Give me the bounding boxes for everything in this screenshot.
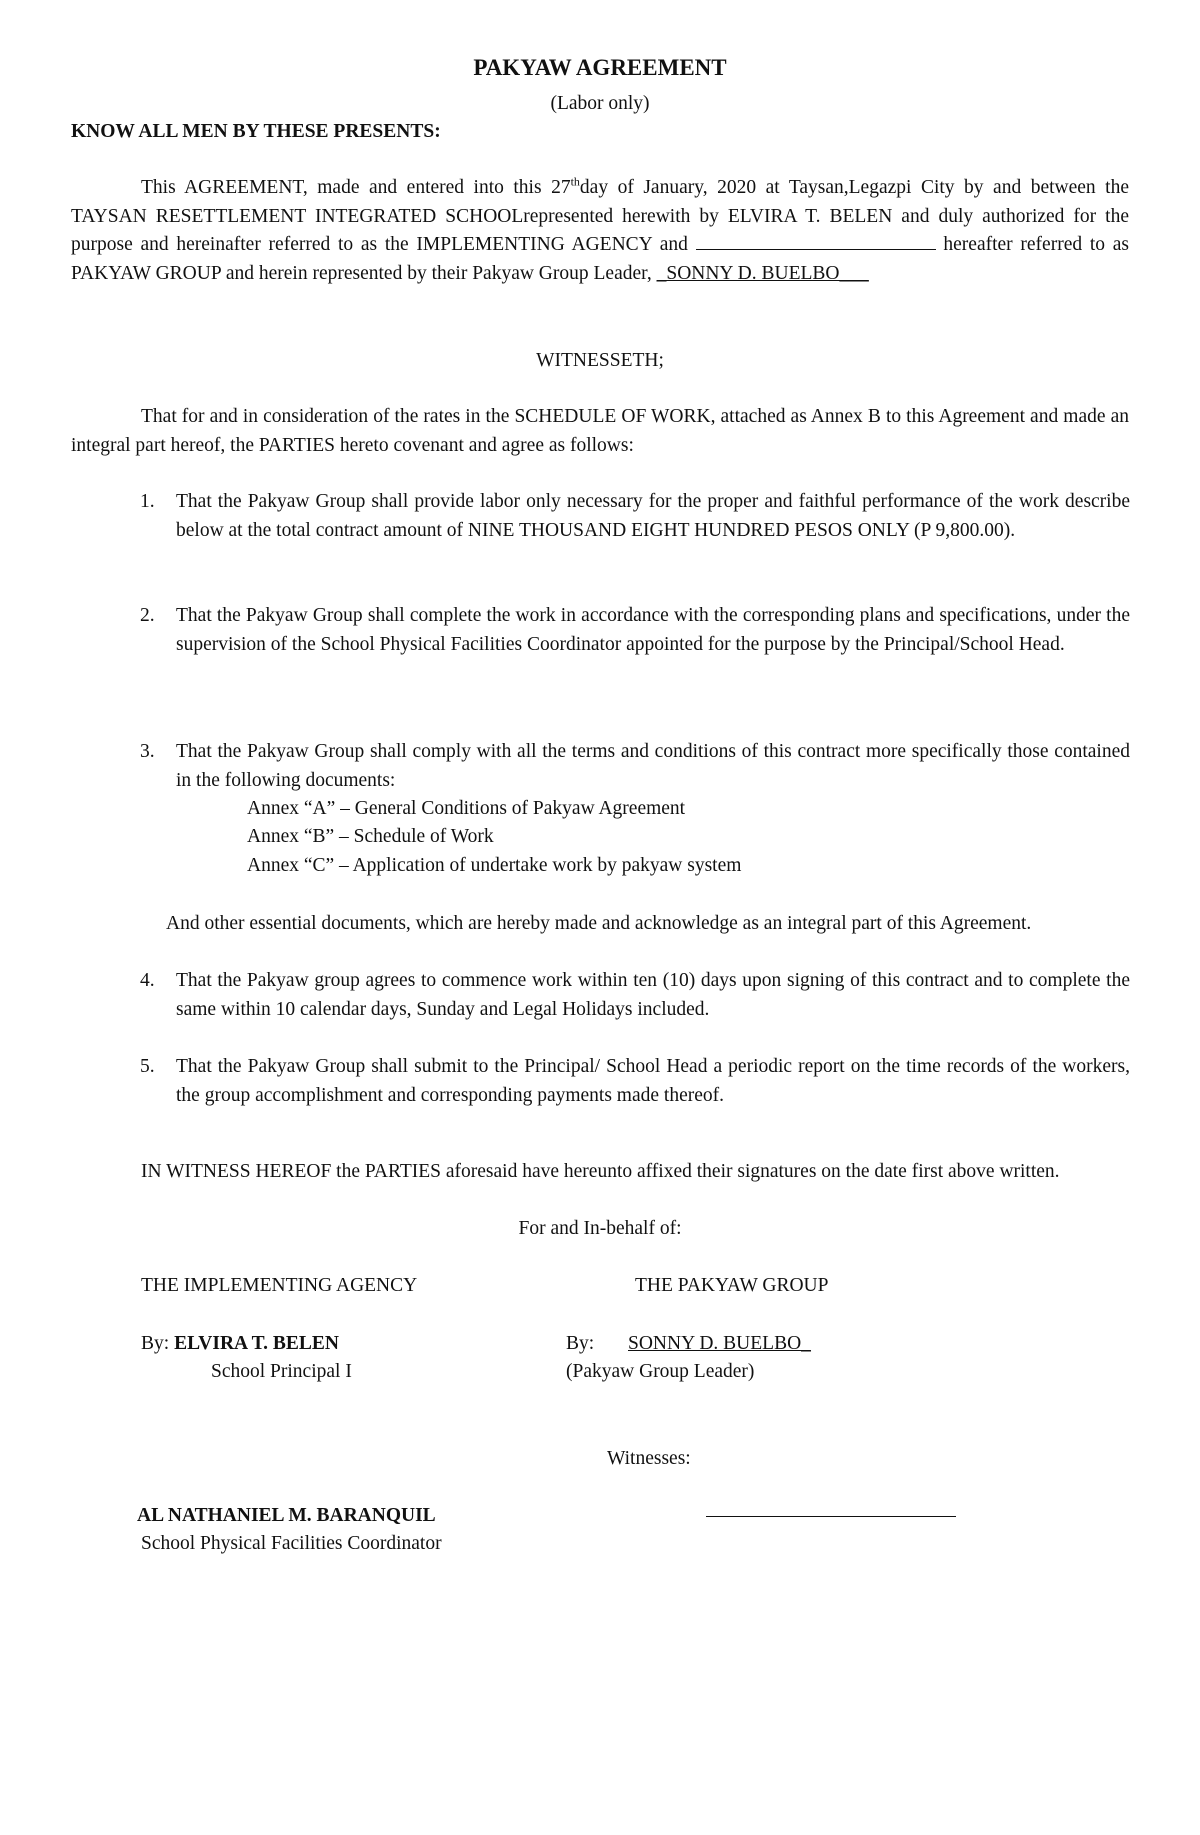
opening-line: KNOW ALL MEN BY THESE PRESENTS: bbox=[71, 121, 441, 142]
witnesseth-heading: WITNESSETH; bbox=[536, 350, 664, 371]
witness-name: AL NATHANIEL M. BARANQUIL bbox=[137, 1505, 436, 1526]
list-item bbox=[140, 1053, 1130, 1110]
list-item bbox=[140, 967, 1130, 1024]
witness-signature-line bbox=[706, 1516, 956, 1517]
group-signatory-title: (Pakyaw Group Leader) bbox=[566, 1361, 755, 1382]
item-text: That the Pakyaw group agrees to commence work within ten (10) days upon signing of this contract and to complete the same within 10 calendar days, Sunday and Legal Holidays included. bbox=[176, 970, 1130, 1020]
intro-paragraph bbox=[71, 174, 1129, 288]
annex-b: Annex “B” – Schedule of Work bbox=[247, 826, 494, 847]
agency-signature bbox=[141, 1330, 339, 1359]
item-number: 4. bbox=[140, 970, 155, 991]
item-number: 2. bbox=[140, 605, 155, 626]
item-text: That the Pakyaw Group shall comply with all the terms and conditions of this contract more specifically those contained in the following documents: bbox=[176, 741, 1130, 791]
intro-text-1: This AGREEMENT, made and entered into this 27 bbox=[141, 177, 571, 198]
item-text: That the Pakyaw Group shall submit to the Principal/ School Head a periodic report on the time records of the workers, the group accomplishment and corresponding payments made thereof. bbox=[176, 1056, 1130, 1106]
intro-superscript: th bbox=[570, 174, 580, 189]
group-label: THE PAKYAW GROUP bbox=[635, 1275, 829, 1296]
in-witness-text: IN WITNESS HEREOF the PARTIES aforesaid have hereunto affixed their signatures on the date first above written. bbox=[141, 1161, 1060, 1182]
blank-line bbox=[696, 231, 936, 250]
witnesses-label: Witnesses: bbox=[607, 1448, 691, 1469]
intro-text-2: day of January, 2020 at Taysan,Legazpi City by and between the TAYSAN RESETTLEMENT INTEGRATED SCHOOLrepresented herewith by ELVIRA T. BELEN and duly authorized for the purpose and hereinafter referred to as the IMPLEMENTING AGENCY and bbox=[71, 177, 1129, 255]
agency-label: THE IMPLEMENTING AGENCY bbox=[141, 1275, 418, 1296]
witness-title: School Physical Facilities Coordinator bbox=[141, 1533, 442, 1554]
in-witness-paragraph bbox=[71, 1158, 1129, 1187]
consideration-paragraph bbox=[71, 403, 1129, 460]
by-label: By: bbox=[141, 1333, 170, 1354]
document-subtitle: (Labor only) bbox=[550, 93, 650, 114]
item-text: That the Pakyaw Group shall provide labor only necessary for the proper and faithful performance of the work describe below at the total contract amount of NINE THOUSAND EIGHT HUNDRED PESOS ONLY (P 9,800.00). bbox=[176, 491, 1130, 541]
agency-signatory-name: ELVIRA T. BELEN bbox=[174, 1333, 339, 1354]
annex-c: Annex “C” – Application of undertake work by pakyaw system bbox=[247, 855, 742, 876]
other-documents-text: And other essential documents, which are hereby made and acknowledge as an integral part of this Agreement. bbox=[166, 913, 1032, 934]
consideration-text: That for and in consideration of the rates in the SCHEDULE OF WORK, attached as Annex B to this Agreement and made an integral part hereof, the PARTIES hereto covenant and agree as follows: bbox=[71, 406, 1129, 456]
group-leader-name: _SONNY D. BUELBO___ bbox=[656, 262, 869, 284]
document-title: PAKYAW AGREEMENT bbox=[473, 55, 727, 80]
list-item bbox=[140, 738, 1130, 795]
list-item bbox=[140, 602, 1130, 659]
group-by-label: By: bbox=[566, 1333, 595, 1354]
agency-signatory-title: School Principal I bbox=[211, 1361, 352, 1382]
intro-text-3: hereafter referred to as PAKYAW GROUP and herein represented by their Pakyaw Group Leader, bbox=[71, 234, 1129, 284]
list-item bbox=[140, 488, 1130, 545]
item-number: 1. bbox=[140, 491, 155, 512]
item-text: That the Pakyaw Group shall complete the work in accordance with the corresponding plans and specifications, under the supervision of the School Physical Facilities Coordinator appointed for the purpose by the Principal/School Head. bbox=[176, 605, 1130, 655]
annex-a: Annex “A” – General Conditions of Pakyaw Agreement bbox=[247, 798, 686, 819]
item-number: 3. bbox=[140, 741, 155, 762]
group-signatory-name: SONNY D. BUELBO_ bbox=[628, 1333, 811, 1354]
item-number: 5. bbox=[140, 1056, 155, 1077]
for-behalf-text: For and In-behalf of: bbox=[518, 1218, 682, 1239]
